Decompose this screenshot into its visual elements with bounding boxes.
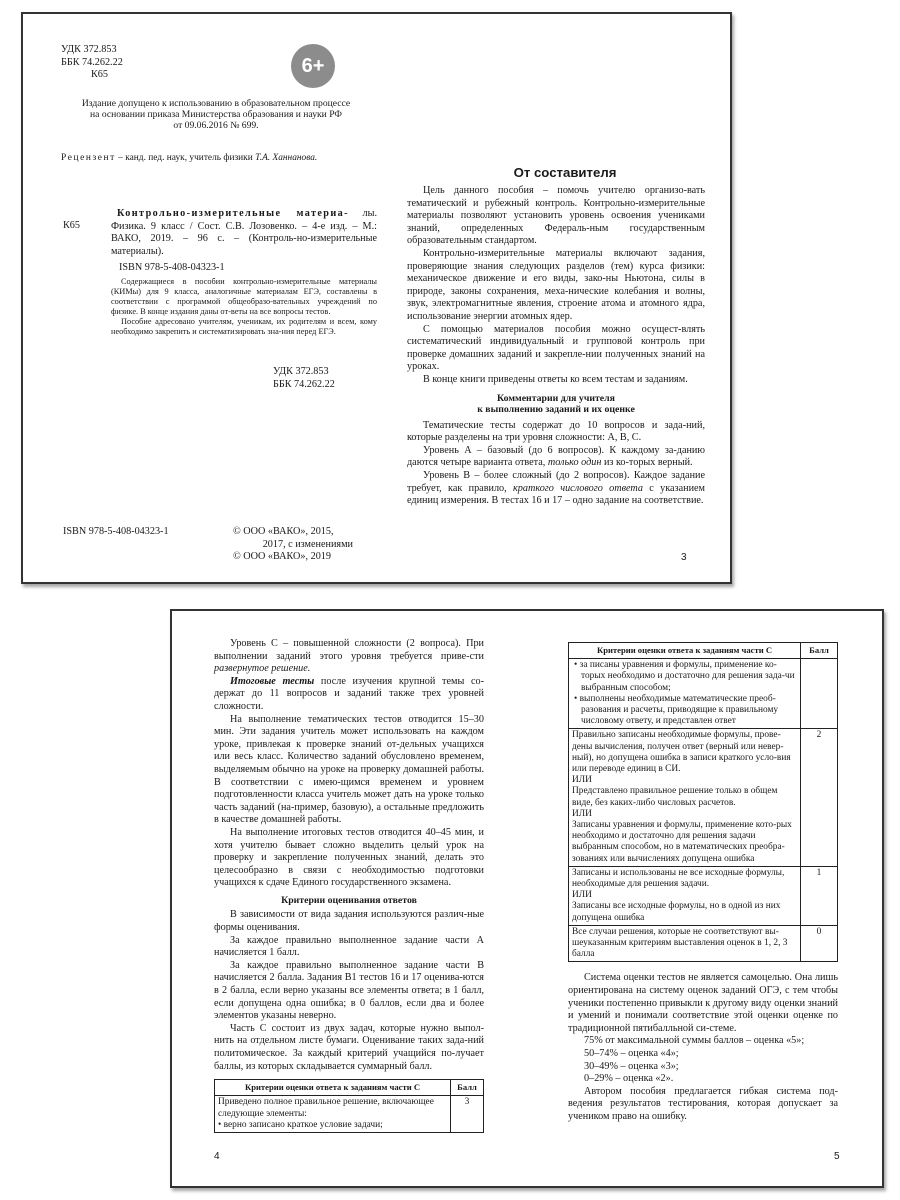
permission-line: от 09.06.2016 № 699. xyxy=(173,120,259,131)
udk-code: УДК 372.853 xyxy=(61,44,117,55)
page5-paragraph: Система оценки тестов не является самоцелью. Она лишь ориентирована на систему оценок заданий ОГЭ, с тем чтобы ученики постепенно привыкли к другому виду оценки знаний и умений и понимали соответствие этой оценки оценке по традиционной пятибалльной си-стеме. xyxy=(568,972,838,1034)
foreword-paragraph: Контрольно-измерительные материалы включают задания, проверяющие знания следующих разделов (тем) курса физики: механическое движение и его виды, зако-ны Ньютона, силы в природе, законы сохранения, меха-нические колебания и волны, звук, электромагнитные явления, строение атома и атомного ядра, использование энергии атомных ядер. xyxy=(407,247,705,322)
comments-heading xyxy=(407,393,705,416)
reviewer-text: – канд. пед. наук, учитель физики xyxy=(115,153,256,163)
permission-line: на основании приказа Министерства образования и науки РФ xyxy=(90,109,342,120)
italic-span: только один xyxy=(547,457,602,469)
criteria-bullet: • верно записано краткое условие задачи; xyxy=(218,1119,383,1130)
book-spread-pages-4-5 xyxy=(170,609,884,1188)
comments-heading-line: Комментарии для учителя xyxy=(497,392,615,404)
permission-line: Издание допущено к использованию в образовательном процессе xyxy=(81,98,351,109)
page-number: 3 xyxy=(681,552,687,563)
copyright-line: 2017, с изменениями xyxy=(262,538,353,550)
italic-span: развернутое решение. xyxy=(214,663,311,675)
criteria-heading: Критерии оценивания ответов xyxy=(281,894,417,906)
table-cell-score: 0 xyxy=(801,925,838,962)
italic-span: краткого числового ответа xyxy=(513,482,643,494)
comments-heading-line: к выполнению заданий и их оценке xyxy=(477,404,635,416)
table-row xyxy=(569,729,838,866)
catalog-codes xyxy=(61,44,201,82)
annotation xyxy=(111,277,377,337)
criteria-text: Записаны и использованы не все исходные формулы, необходимые для решения задачи. xyxy=(572,867,785,890)
annotation-paragraph: Пособие адресовано учителям, ученикам, их родителям и всем, кому необходимо закрепить и систематизировать зна-ния перед ЕГЭ. xyxy=(111,317,377,336)
book-spread-pages-2-3 xyxy=(21,12,732,584)
table-header-score: Балл xyxy=(801,643,838,659)
table-cell-criteria: Все случаи решения, которые не соответствуют вы-шеуказанным критериям выставления оценок в 1, 2, 3 балла xyxy=(569,925,801,962)
page4-paragraph: Часть С состоит из двух задач, которые нужно выпол-нить на отдельном листе бумаги. Оценивание таких зада-ний политомическое. За каждый критерий учащийся по-лучает баллы, из которых складывается суммарный балл. xyxy=(214,1022,484,1072)
reviewer-name: Т.А. Ханнанова. xyxy=(255,153,318,163)
page4-paragraph: В зависимости от вида задания используются различ-ные формы оценивания. xyxy=(214,909,484,934)
page-number-right: 5 xyxy=(834,1151,840,1162)
criteria-text: Записаны уравнения и формулы, применение кото-рых необходимо и достаточно для решения задачи выбранным способом, но в математических преобра-зованиях или вычислениях допущена ошибка xyxy=(572,820,792,864)
age-rating-badge: 6+ xyxy=(291,44,335,88)
isbn-bottom: ISBN 978-5-408-04323-1 xyxy=(63,526,169,537)
criteria-or: ИЛИ xyxy=(572,775,592,786)
page5-content xyxy=(568,642,838,1124)
italic-span: Итоговые тесты xyxy=(230,675,315,687)
catalog-entry xyxy=(111,208,377,258)
catalog-title: Контрольно-измерительные материа- xyxy=(117,208,349,219)
table-cell-criteria xyxy=(215,1096,451,1133)
page4-paragraph xyxy=(214,638,484,676)
criteria-bullet: • выполнены необходимые математические преоб-разования и расчеты, приводящие к правильному числовому ответу, и представлен ответ xyxy=(574,693,779,727)
table-cell-score: 3 xyxy=(451,1096,484,1133)
page5-text xyxy=(568,972,838,1123)
criteria-text: Приведено полное правильное решение, включающее следующие элементы: xyxy=(218,1097,434,1119)
table-row xyxy=(215,1096,484,1133)
foreword-paragraph xyxy=(407,470,705,508)
criteria-or: ИЛИ xyxy=(572,890,592,901)
criteria-text: Записаны все исходные формулы, но в одной из них допущена ошибка xyxy=(572,901,781,923)
foreword-paragraph: Тематические тесты содержат до 10 вопросов и зада-ний, которые разделены на три уровня сложности: А, В, С. xyxy=(407,419,705,444)
permission-note xyxy=(61,98,371,131)
text-span: Уровень С – повышенной сложности (2 вопроса). При выполнении заданий этого уровня требуется приве-сти xyxy=(214,638,484,662)
udk-bbk-block xyxy=(273,366,383,391)
foreword-paragraph xyxy=(407,445,705,470)
table-row xyxy=(569,925,838,962)
grade-line: 50–74% – оценка «4»; xyxy=(584,1048,679,1060)
page4-paragraph: На выполнение итоговых тестов отводится 40–45 мин, и хотя учителю бывает сложно выделить целый урок на проверку и закрепление полученных знаний, делать это целесообразно в связи с необходимостью подготовки учащихся к сдаче Единого государственного экзамена. xyxy=(214,826,484,889)
foreword-paragraph: Цель данного пособия – помочь учителю организо-вать тематический и рубежный контроль. Контрольно-измерительные материалы позволяют установить уровень освоения учениками знаний, определенных Федераль-ным государственным образовательным стандартом. xyxy=(407,185,705,247)
grade-line: 30–49% – оценка «3»; xyxy=(584,1060,679,1072)
criteria-bullet: • за писаны уравнения и формулы, применение ко-торых необходимо и достаточно для решения зада-чи выбранным способом; xyxy=(574,660,795,693)
criteria-text: Правильно записаны необходимые формулы, прове-дены вычисления, получен ответ (верный или невер-ный), но допущена ошибка в записи краткого усло-вия или переводе единиц в СИ. xyxy=(572,730,791,775)
reviewer-line xyxy=(61,152,381,165)
table-cell-criteria xyxy=(569,866,801,925)
table-header-criteria: Критерии оценки ответа к заданиям части С xyxy=(215,1080,451,1096)
reviewer-label: Рецензент xyxy=(61,153,116,163)
grade-scale xyxy=(568,1035,838,1085)
criteria-or: ИЛИ xyxy=(572,808,592,819)
criteria-table-start xyxy=(214,1079,484,1133)
page4-text xyxy=(214,638,484,1133)
criteria-table-continued xyxy=(568,642,838,962)
isbn-line: ISBN 978-5-408-04323-1 xyxy=(119,262,225,273)
table-cell-score xyxy=(801,659,838,729)
bbk-code: ББК 74.262.22 xyxy=(273,378,335,390)
page4-paragraph: За каждое правильно выполненное задание части А начисляется 1 балл. xyxy=(214,934,484,959)
catalog-code: К65 xyxy=(63,220,80,231)
udk-code: УДК 372.853 xyxy=(273,366,329,377)
page5-paragraph: Автором пособия предлагается гибкая система под-ведения результатов тестирования, которая допускает за учеником право на ошибку. xyxy=(568,1085,838,1123)
text-span: после изучения крупной темы со-держат до 11 вопросов и заданий также трех уровней сложности. xyxy=(214,675,485,712)
grade-line: 75% от максимальной суммы баллов – оценка «5»; xyxy=(584,1035,805,1047)
copyright-block xyxy=(233,526,353,564)
annotation-paragraph: Содержащиеся в пособии контрольно-измерительные материалы (КИМы) для 9 класса, аналогичные материалам ЕГЭ, составлены в соответствии с программой общеобразо-вательных учреждений по физике. В конце издания даны от-веты на все вопросы тестов. xyxy=(111,277,377,316)
criteria-text: Представлено правильное решение только в общем виде, без каких-либо числовых расчетов. xyxy=(572,786,778,808)
table-cell-score: 2 xyxy=(801,729,838,866)
table-cell-score: 1 xyxy=(801,866,838,925)
copyright-line: © ООО «ВАКО», 2015, xyxy=(233,526,334,537)
text-span: Уровень А – базовый (до 6 вопросов). К каждому за-данию даются четыре варианта ответа, xyxy=(407,444,705,469)
page4-paragraph xyxy=(214,676,484,714)
author-mark: К65 xyxy=(91,69,108,81)
text-span: с указанием единиц измерения. В тестах 16 и 17 – одно задание на соответствие. xyxy=(407,482,705,507)
table-header-criteria: Критерии оценки ответа к заданиям части С xyxy=(569,643,801,659)
foreword-text xyxy=(407,185,705,508)
page4-paragraph: За каждое правильно выполненное задание части В начисляется 2 балла. Задания В1 тестов 16 и 17 оценива-ются в 2 балла, если верно указаны все элементы ответа; в 1 балл, если допущена одна ошибка; в 0 баллов, если два и более элементов указаны неверно. xyxy=(214,959,484,1022)
table-header-score: Балл xyxy=(451,1080,484,1096)
text-span: из ко-торых верный. xyxy=(601,457,693,469)
table-cell-criteria xyxy=(569,729,801,866)
bbk-code: ББК 74.262.22 xyxy=(61,56,123,68)
foreword-paragraph: В конце книги приведены ответы ко всем тестам и заданиям. xyxy=(423,373,688,385)
foreword-heading: От составителя xyxy=(513,165,617,180)
table-cell-criteria xyxy=(569,659,801,729)
table-row xyxy=(569,659,838,729)
grade-line: 0–29% – оценка «2». xyxy=(584,1073,674,1085)
page-number-left: 4 xyxy=(214,1151,220,1162)
copyright-line: © ООО «ВАКО», 2019 xyxy=(233,551,331,563)
text-span: Уровень В – более сложный (до 2 вопросов). Каждое задание требует, как правило, xyxy=(407,470,705,494)
table-row xyxy=(569,866,838,925)
catalog-title-rest: лы. Физика. 9 класс / Сост. С.В. Лозовенко. – 4-е изд. – М.: ВАКО, 2019. – 96 с. – (Контроль-но-измерительные материалы). xyxy=(111,208,377,257)
foreword-paragraph: С помощью материалов пособия можно осущест-влять систематический индивидуальный и групповой контроль при проверке домашних заданий и закрепле-нии полученных знаний на уроках. xyxy=(407,323,705,373)
page4-paragraph: На выполнение тематических тестов отводится 15–30 мин. Эти задания учитель может использовать на каждом уроке, привлекая к проверке знаний от-дельных учащихся или весь класс. Количество заданий обусловлено временем, выделяемым обычно на уроке на проверку домашней работы. В соответствии с имею-щимся временем и уровнем подготовленности класса учитель может дать на уроке только часть заданий (на-пример, базовую), а остальные предложить в качестве домашней работы. xyxy=(214,713,484,826)
